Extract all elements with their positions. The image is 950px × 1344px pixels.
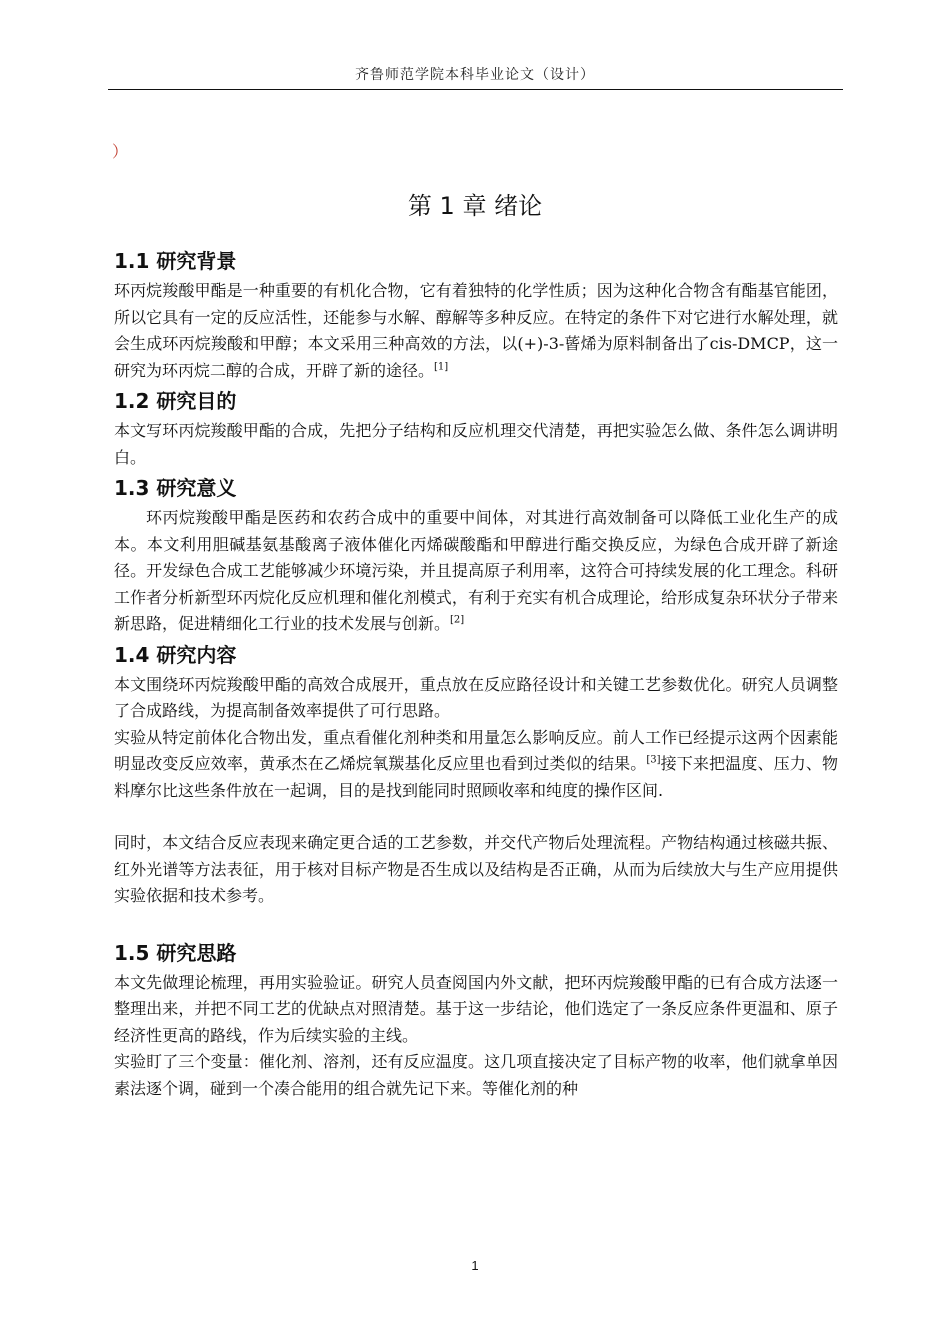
paragraph-text-continued: 接下来把温度、压力、物料摩尔比这些条件放在一起调，目的是找到能同时照顾收率和纯度的操作区间. [114,754,838,800]
citation-marker[interactable]: [3] [646,754,661,766]
paragraph-content-1: 本文围绕环丙烷羧酸甲酯的高效合成展开，重点放在反应路径设计和关键工艺参数优化。研究人员调整了合成路线，为提高制备效率提供了可行思路。 [114,674,838,720]
header-rule [108,89,843,90]
section-heading-significance: 1.3 研究意义 [114,476,237,500]
paragraph-approach-1: 本文先做理论梳理，再用实验验证。研究人员查阅国内外文献，把环丙烷羧酸甲酯的已有合成方法逐一整理出来，并把不同工艺的优缺点对照清楚。基于这一步结论，他们选定了一条反应条件更温和、原子经济性更高的路线，作为后续实验的主线。 [114,972,838,1045]
section-heading-background: 1.1 研究背景 [114,249,237,273]
paragraph-background [114,278,838,384]
paragraph-text: 实验从特定前体化合物出发，重点看催化剂种类和用量怎么影响反应。前人工作已经提示这两个因素能明显改变反应效率，黄承杰在乙烯烷氧羰基化反应里也看到过类似的结果。 [114,727,838,773]
paragraph-text: 环丙烷羧酸甲酯是一种重要的有机化合物，它有着独特的化学性质；因为这种化合物含有酯基官能团，所以它具有一定的反应活性，还能参与水解、醇解等多种反应。在特定的条件下对它进行水解处理，就会生成环丙烷羧酸和甲醇；本文采用三种高效的方法，以(+)-3-蒈烯为原料制备出了cis-DMCP，这一研究为环丙烷二醇的合成，开辟了新的途径。 [114,281,838,380]
paragraph-text: 环丙烷羧酸甲酯是医药和农药合成中的重要中间体，对其进行高效制备可以降低工业化生产的成本。本文利用胆碱基氨基酸离子液体催化丙烯碳酸酯和甲醇进行酯交换反应，为绿色合成开辟了新途径。开发绿色合成工艺能够减少环境污染，并且提高原子利用率，这符合可持续发展的化工理念。科研工作者分析新型环丙烷化反应机理和催化剂模式，有利于充实有机合成理论，给形成复杂环状分子带来新思路，促进精细化工行业的技术发展与创新。 [114,508,838,633]
paragraph-purpose: 本文写环丙烷羧酸甲酯的合成，先把分子结构和反应机理交代清楚，再把实验怎么做、条件怎么调讲明白。 [114,421,838,467]
body-content [114,244,838,1102]
citation-marker[interactable]: [2] [450,614,465,626]
chapter-title: 第 1 章 绪论 [407,192,543,220]
blank-line [114,910,838,936]
section-heading-content: 1.4 研究内容 [114,642,237,667]
citation-marker[interactable]: [1] [434,361,449,373]
running-header: 齐鲁师范学院本科毕业论文（设计） [355,67,595,83]
page-number: 1 [471,1258,479,1273]
section-heading-purpose: 1.2 研究目的 [114,389,237,413]
paragraph-significance [114,505,838,638]
paragraph-content-2 [114,725,838,805]
paragraph-approach-2: 实验盯了三个变量：催化剂、溶剂，还有反应温度。这几项直接决定了目标产物的收率，他们就拿单因素法逐个调，碰到一个凑合能用的组合就先记下来。等催化剂的种 [114,1052,838,1098]
stray-bracket-mark: ） [112,142,129,161]
section-heading-approach: 1.5 研究思路 [114,940,237,965]
paragraph-content-3: 同时，本文结合反应表现来确定更合适的工艺参数，并交代产物后处理流程。产物结构通过核磁共振、红外光谱等方法表征，用于核对目标产物是否生成以及结构是否正确，从而为后续放大与生产应用提供实验依据和技术参考。 [114,833,838,905]
blank-line [114,804,838,830]
